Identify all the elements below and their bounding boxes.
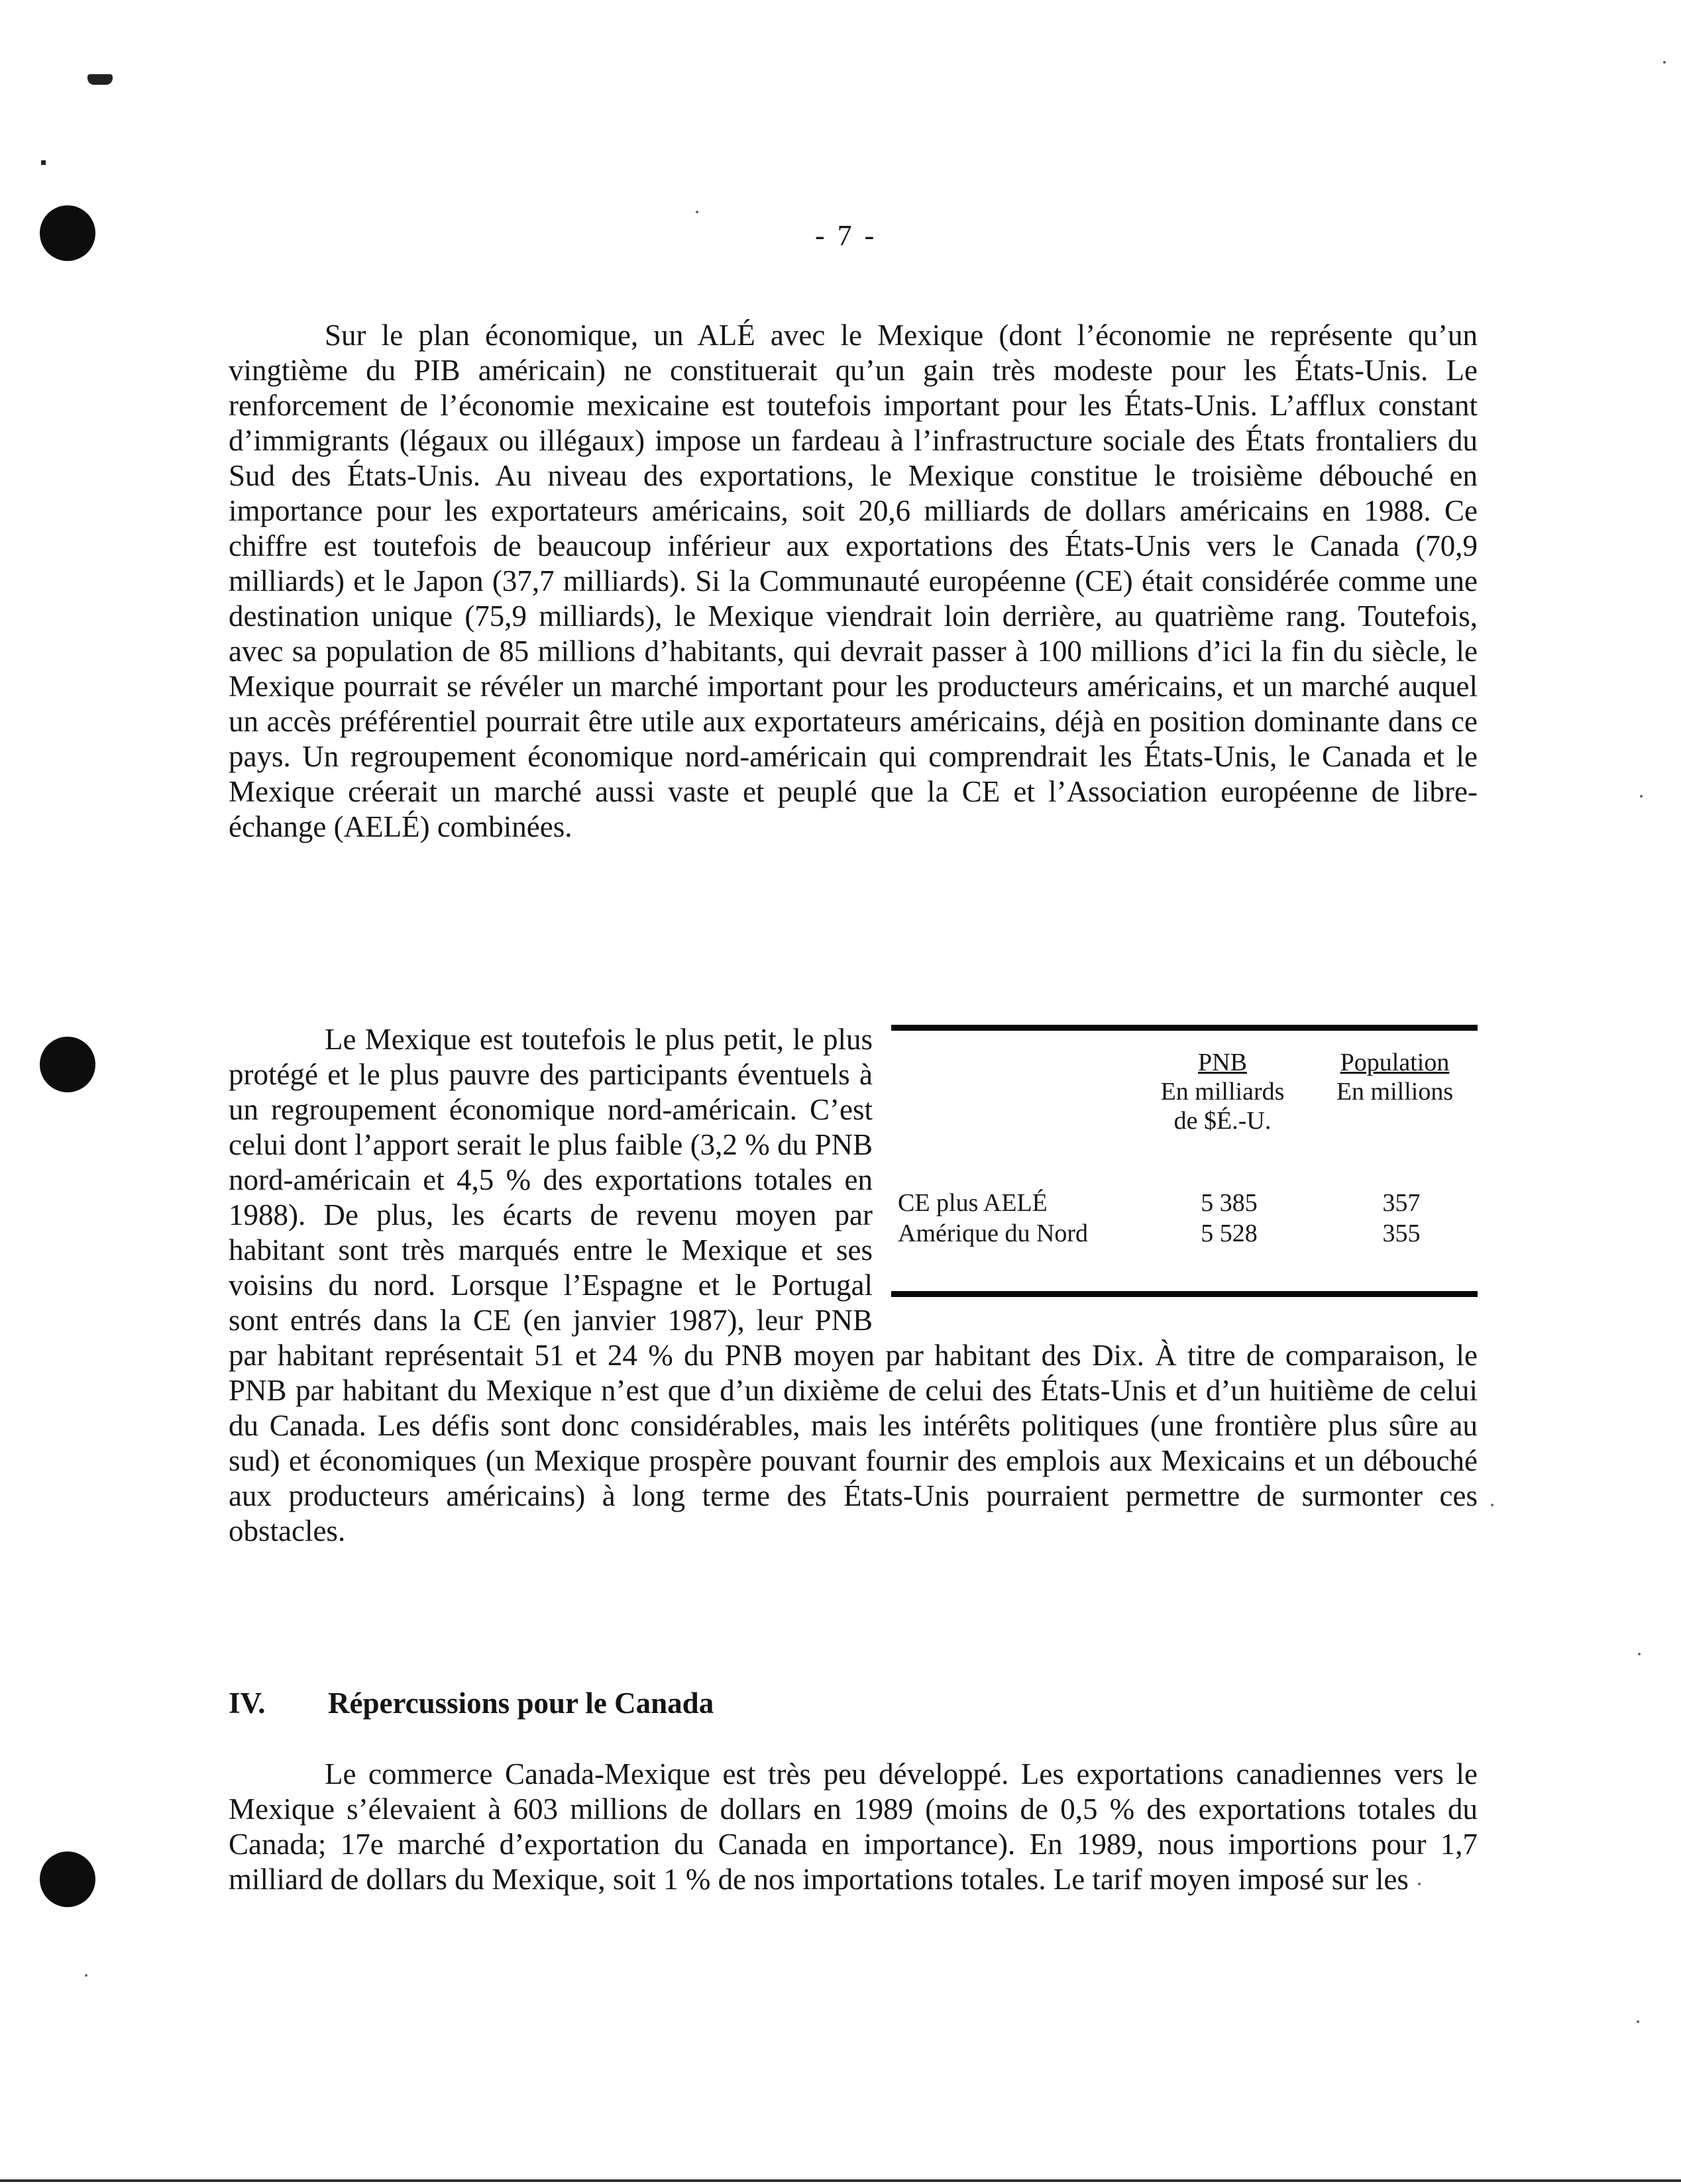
column-title-population: Population (1340, 1049, 1450, 1076)
row-population-value: 357 (1382, 1189, 1421, 1217)
table-top-rule (891, 1025, 1478, 1031)
scan-bottom-edge (0, 2179, 1681, 2182)
row-gnp-value: 5 385 (1201, 1189, 1258, 1217)
row-gnp-value: 5 528 (1201, 1220, 1258, 1247)
paragraph-mexico-smallest: Le Mexique est toutefois le plus petit, le plus protégé et le plus pauvre des participants éventuels à un regroupement économique nord-américain. C’est celui dont l’apport serait le plus faible (3,2 % du PNB nord-américain et 4,5 % des exportations totales en 1988). De plus, les écarts de revenu moyen par habitant sont très marqués entre le Mexique et ses voisins du nord. Lorsque l’Espagne et le Portugal sont entrés dans la CE (en janvier 1987), leur PNB par habitant représentait 51 et 24 % du PNB moyen par habitant des Dix. À titre de comparaison, le PNB par habitant du Mexique n’est que d’un dixième de celui des États-Unis et d’un huitième de celui du Canada. Les défis sont donc considérables, mais les intérêts politiques (une frontière plus sûre au sud) et économiques (un Mexique prospère pouvant fournir des emplois aux Mexicains et un débouché aux producteurs américains) à long terme des États-Unis pourraient permettre de surmonter ces obstacles. (229, 1023, 1478, 1547)
column-subtitle-gnp: En milliards de $É.-U. (1160, 1078, 1285, 1135)
binder-hole-bottom (40, 1851, 95, 1907)
column-header-population (1315, 1048, 1474, 1106)
section-heading (229, 1686, 714, 1721)
page-number: - 7 - (815, 219, 877, 252)
paragraph-economic-plan: Sur le plan économique, un ALÉ avec le Mexique (dont l’économie ne représente qu’un vingtième du PIB américain) ne constituerait qu’un gain très modeste pour les États-Unis. Le renforcement de l’économie mexicaine est toutefois important pour les États-Unis. L’afflux constant d’immigrants (légaux ou illégaux) impose un fardeau à l’infrastructure sociale des États frontaliers du Sud des États-Unis. Au niveau des exportations, le Mexique constitue le troisième débouché en importance pour les exportateurs américains, soit 20,6 milliards de dollars américains en 1988. Ce chiffre est toutefois de beaucoup inférieur aux exportations des États-Unis vers le Canada (70,9 milliards) et le Japon (37,7 milliards). Si la Communauté européenne (CE) était considérée comme une destination unique (75,9 milliards), le Mexique viendrait loin derrière, au quatrième rang. Toutefois, avec sa population de 85 millions d’habitants, qui devrait passer à 100 millions d’ici la fin du siècle, le Mexique pourrait se révéler un marché important pour les producteurs américains, et un marché auquel un accès préférentiel pourrait être utile aux exportateurs américains, déjà en position dominante dans ce pays. Un regroupement économique nord-américain qui comprendrait les États-Unis, le Canada et le Mexique créerait un marché aussi vaste et peuplé que la CE et l’Association européenne de libre-échange (AELÉ) combinées. (229, 319, 1478, 843)
scan-speck-left (41, 160, 46, 165)
scan-mark-top-left (87, 74, 113, 85)
paragraph-canada-mexico-trade: Le commerce Canada-Mexique est très peu développé. Les exportations canadiennes vers le Mexique s’élevaient à 603 millions de dollars en 1989 (moins de 0,5 % des exportations totales du Canada; 17e marché d’exportation du Canada en importance). En 1989, nous importions pour 1,7 milliard de dollars du Mexique, soit 1 % de nos importations totales. Le tarif moyen imposé sur les (229, 1757, 1478, 1896)
column-header-gnp (1156, 1048, 1289, 1135)
row-label: Amérique du Nord (898, 1220, 1089, 1247)
binder-hole-top (40, 205, 95, 261)
gnp-population-table (891, 1025, 1478, 1306)
section-title: Répercussions pour le Canada (328, 1687, 714, 1720)
table-bottom-rule (891, 1291, 1478, 1297)
row-label: CE plus AELÉ (898, 1189, 1048, 1217)
table-row (898, 1188, 1478, 1219)
binder-hole-middle (40, 1037, 95, 1092)
table-row (898, 1219, 1478, 1249)
paragraph-block-mexico (229, 1022, 1478, 1549)
column-subtitle-population: En millions (1336, 1078, 1454, 1106)
row-population-value: 355 (1382, 1220, 1421, 1247)
section-number: IV. (229, 1687, 266, 1720)
column-title-gnp: PNB (1198, 1049, 1247, 1076)
